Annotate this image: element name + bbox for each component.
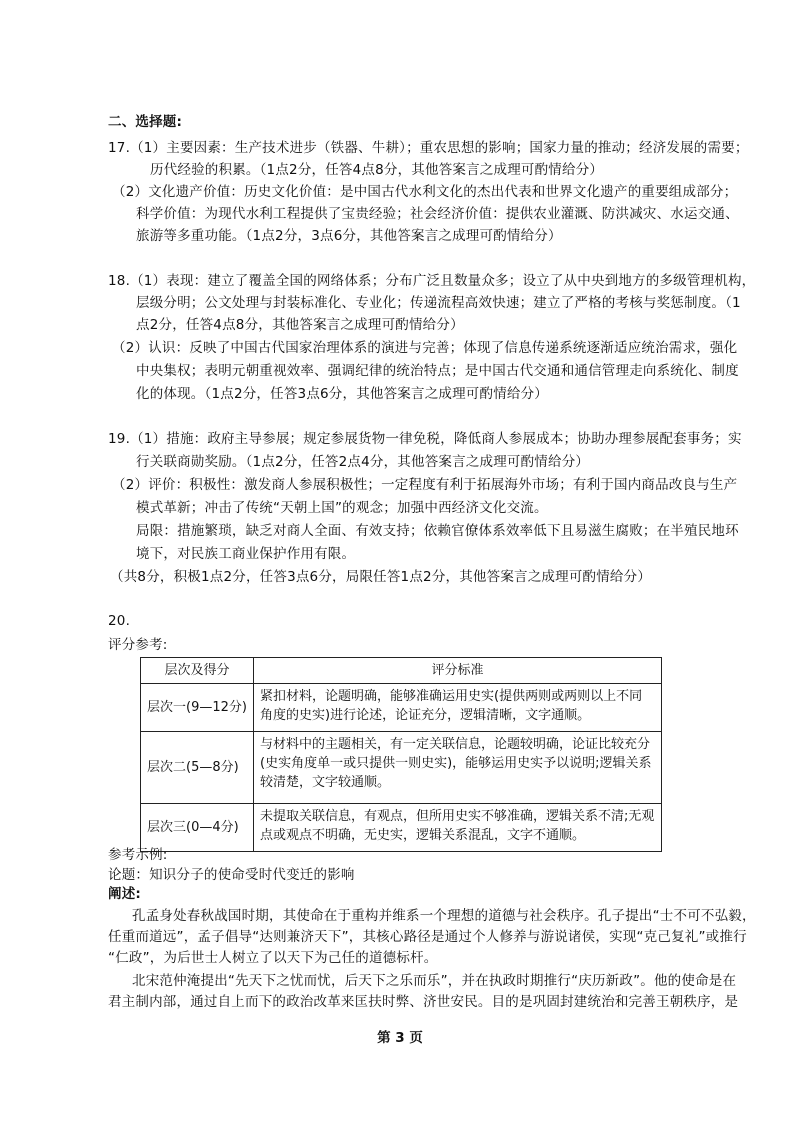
q17-line-1: 17.（1）主要因素：生产技术进步（铁器、牛耕）；重农思想的影响；国家力量的推动；经济发展的需要； — [108, 140, 749, 156]
topic-line: 论题：知识分子的使命受时代变迁的影响 — [108, 867, 355, 883]
q18-line-2: 层级分明；公文处理与封装标准化、专业化；传递流程高效快速；建立了严格的考核与奖惩制度。（1 — [136, 295, 741, 311]
q17-line-2: 历代经验的积累。（1点2分，任答4点8分，其他答案言之成理可酌情给分） — [150, 162, 604, 178]
criteria-cell: 未提取关联信息，有观点，但所用史实不够准确，逻辑关系不清;无观点或观点不明确，无史实，逻辑关系混乱，文字不通顺。 — [254, 804, 662, 852]
q20-number: 20. — [108, 613, 131, 629]
q18-line-3: 点2分，任答4点8分，其他答案言之成理可酌情给分） — [136, 317, 464, 333]
paragraph-1-line-3: “仁政”，为后世士人树立了以天下为己任的道德标杆。 — [108, 950, 438, 966]
page-number: 第 3 页 — [377, 1030, 423, 1046]
paragraph-2-line-1: 北宋范仲淹提出“先天下之忧而忧，后天下之乐而乐”，并在执政时期推行“庆历新政”。他的使命是在 — [132, 973, 737, 989]
criteria-cell: 紧扣材料，论题明确，能够准确运用史实(提供两则或两则以上不同角度的史实)进行论述，论证充分，逻辑清晰，文字通顺。 — [254, 684, 662, 732]
table-header-criteria: 评分标准 — [254, 658, 662, 684]
q18-line-4: （2）认识：反映了中国古代国家治理体系的演进与完善；体现了信息传递系统逐渐适应统治需求，强化 — [112, 340, 738, 356]
scoring-table — [140, 657, 662, 852]
table-row — [141, 684, 662, 732]
table-row — [141, 804, 662, 852]
q19-line-3: （2）评价：积极性：激发商人参展积极性；一定程度有利于拓展海外市场；有利于国内商品改良与生产 — [112, 477, 738, 493]
q19-line-1: 19.（1）措施：政府主导参展；规定参展货物一律免税，降低商人参展成本；协助办理参展配套事务；实 — [108, 431, 742, 447]
q17-line-5: 旅游等多重功能。（1点2分，3点6分，其他答案言之成理可酌情给分） — [136, 228, 562, 244]
level-cell: 层次二(5—8分) — [141, 732, 254, 804]
paragraph-2-line-2: 君主制内部，通过自上而下的政治改革来匡扶时弊、济世安民。目的是巩固封建统治和完善王朝秩序，是 — [108, 994, 739, 1010]
q18-line-5: 中央集权；表明元朝重视效率、强调纪律的统治特点；是中国古代交通和通信管理走向系统化、制度 — [136, 363, 739, 379]
q19-line-6: 境下，对民族工商业保护作用有限。 — [136, 546, 356, 562]
criteria-cell: 与材料中的主题相关，有一定关联信息，论题较明确，论证比较充分(史实角度单一或只提供一则史实)，能够运用史实予以说明;逻辑关系较清楚，文字较通顺。 — [254, 732, 662, 804]
q19-line-5: 局限：措施繁琐，缺乏对商人全面、有效支持；依赖官僚体系效率低下且易滋生腐败；在半殖民地环 — [136, 523, 739, 539]
table-row — [141, 732, 662, 804]
level-cell: 层次三(0—4分) — [141, 804, 254, 852]
q18-line-1: 18.（1）表现：建立了覆盖全国的网络体系；分布广泛且数量众多；设立了从中央到地方的多级管理机构， — [108, 273, 756, 289]
example-title: 参考示例: — [108, 847, 168, 863]
q18-line-6: 化的体现。（1点2分，任答3点6分，其他答案言之成理可酌情给分） — [136, 386, 549, 402]
paragraph-1-line-2: 任重而道远”，孟子倡导“达则兼济天下”，其核心路径是通过个人修养与游说诸侯，实现“克己复礼”或推行 — [108, 929, 747, 945]
q19-line-4: 模式革新；冲击了传统“天朝上国”的观念；加强中西经济文化交流。 — [136, 500, 548, 516]
elaboration-title: 阐述: — [108, 886, 141, 902]
q17-line-3: （2）文化遗产价值：历史文化价值：是中国古代水利文化的杰出代表和世界文化遗产的重要组成部分； — [112, 184, 738, 200]
scoring-reference-title: 评分参考: — [108, 637, 168, 653]
q19-line-7: （共8分，积极1点2分，任答3点6分，局限任答1点2分，其他答案言之成理可酌情给分） — [110, 569, 652, 585]
q19-line-2: 行关联商勋奖励。（1点2分，任答2点4分，其他答案言之成理可酌情给分） — [136, 454, 590, 470]
paragraph-1-line-1: 孔孟身处春秋战国时期，其使命在于重构并维系一个理想的道德与社会秩序。孔子提出“士不可不弘毅， — [132, 908, 756, 924]
table-header-row — [141, 658, 662, 684]
level-cell: 层次一(9—12分) — [141, 684, 254, 732]
section-title: 二、选择题: — [108, 114, 183, 130]
table-header-level: 层次及得分 — [141, 658, 254, 684]
q17-line-4: 科学价值：为现代水利工程提供了宝贵经验；社会经济价值：提供农业灌溉、防洪减灾、水运交通、 — [136, 206, 739, 222]
